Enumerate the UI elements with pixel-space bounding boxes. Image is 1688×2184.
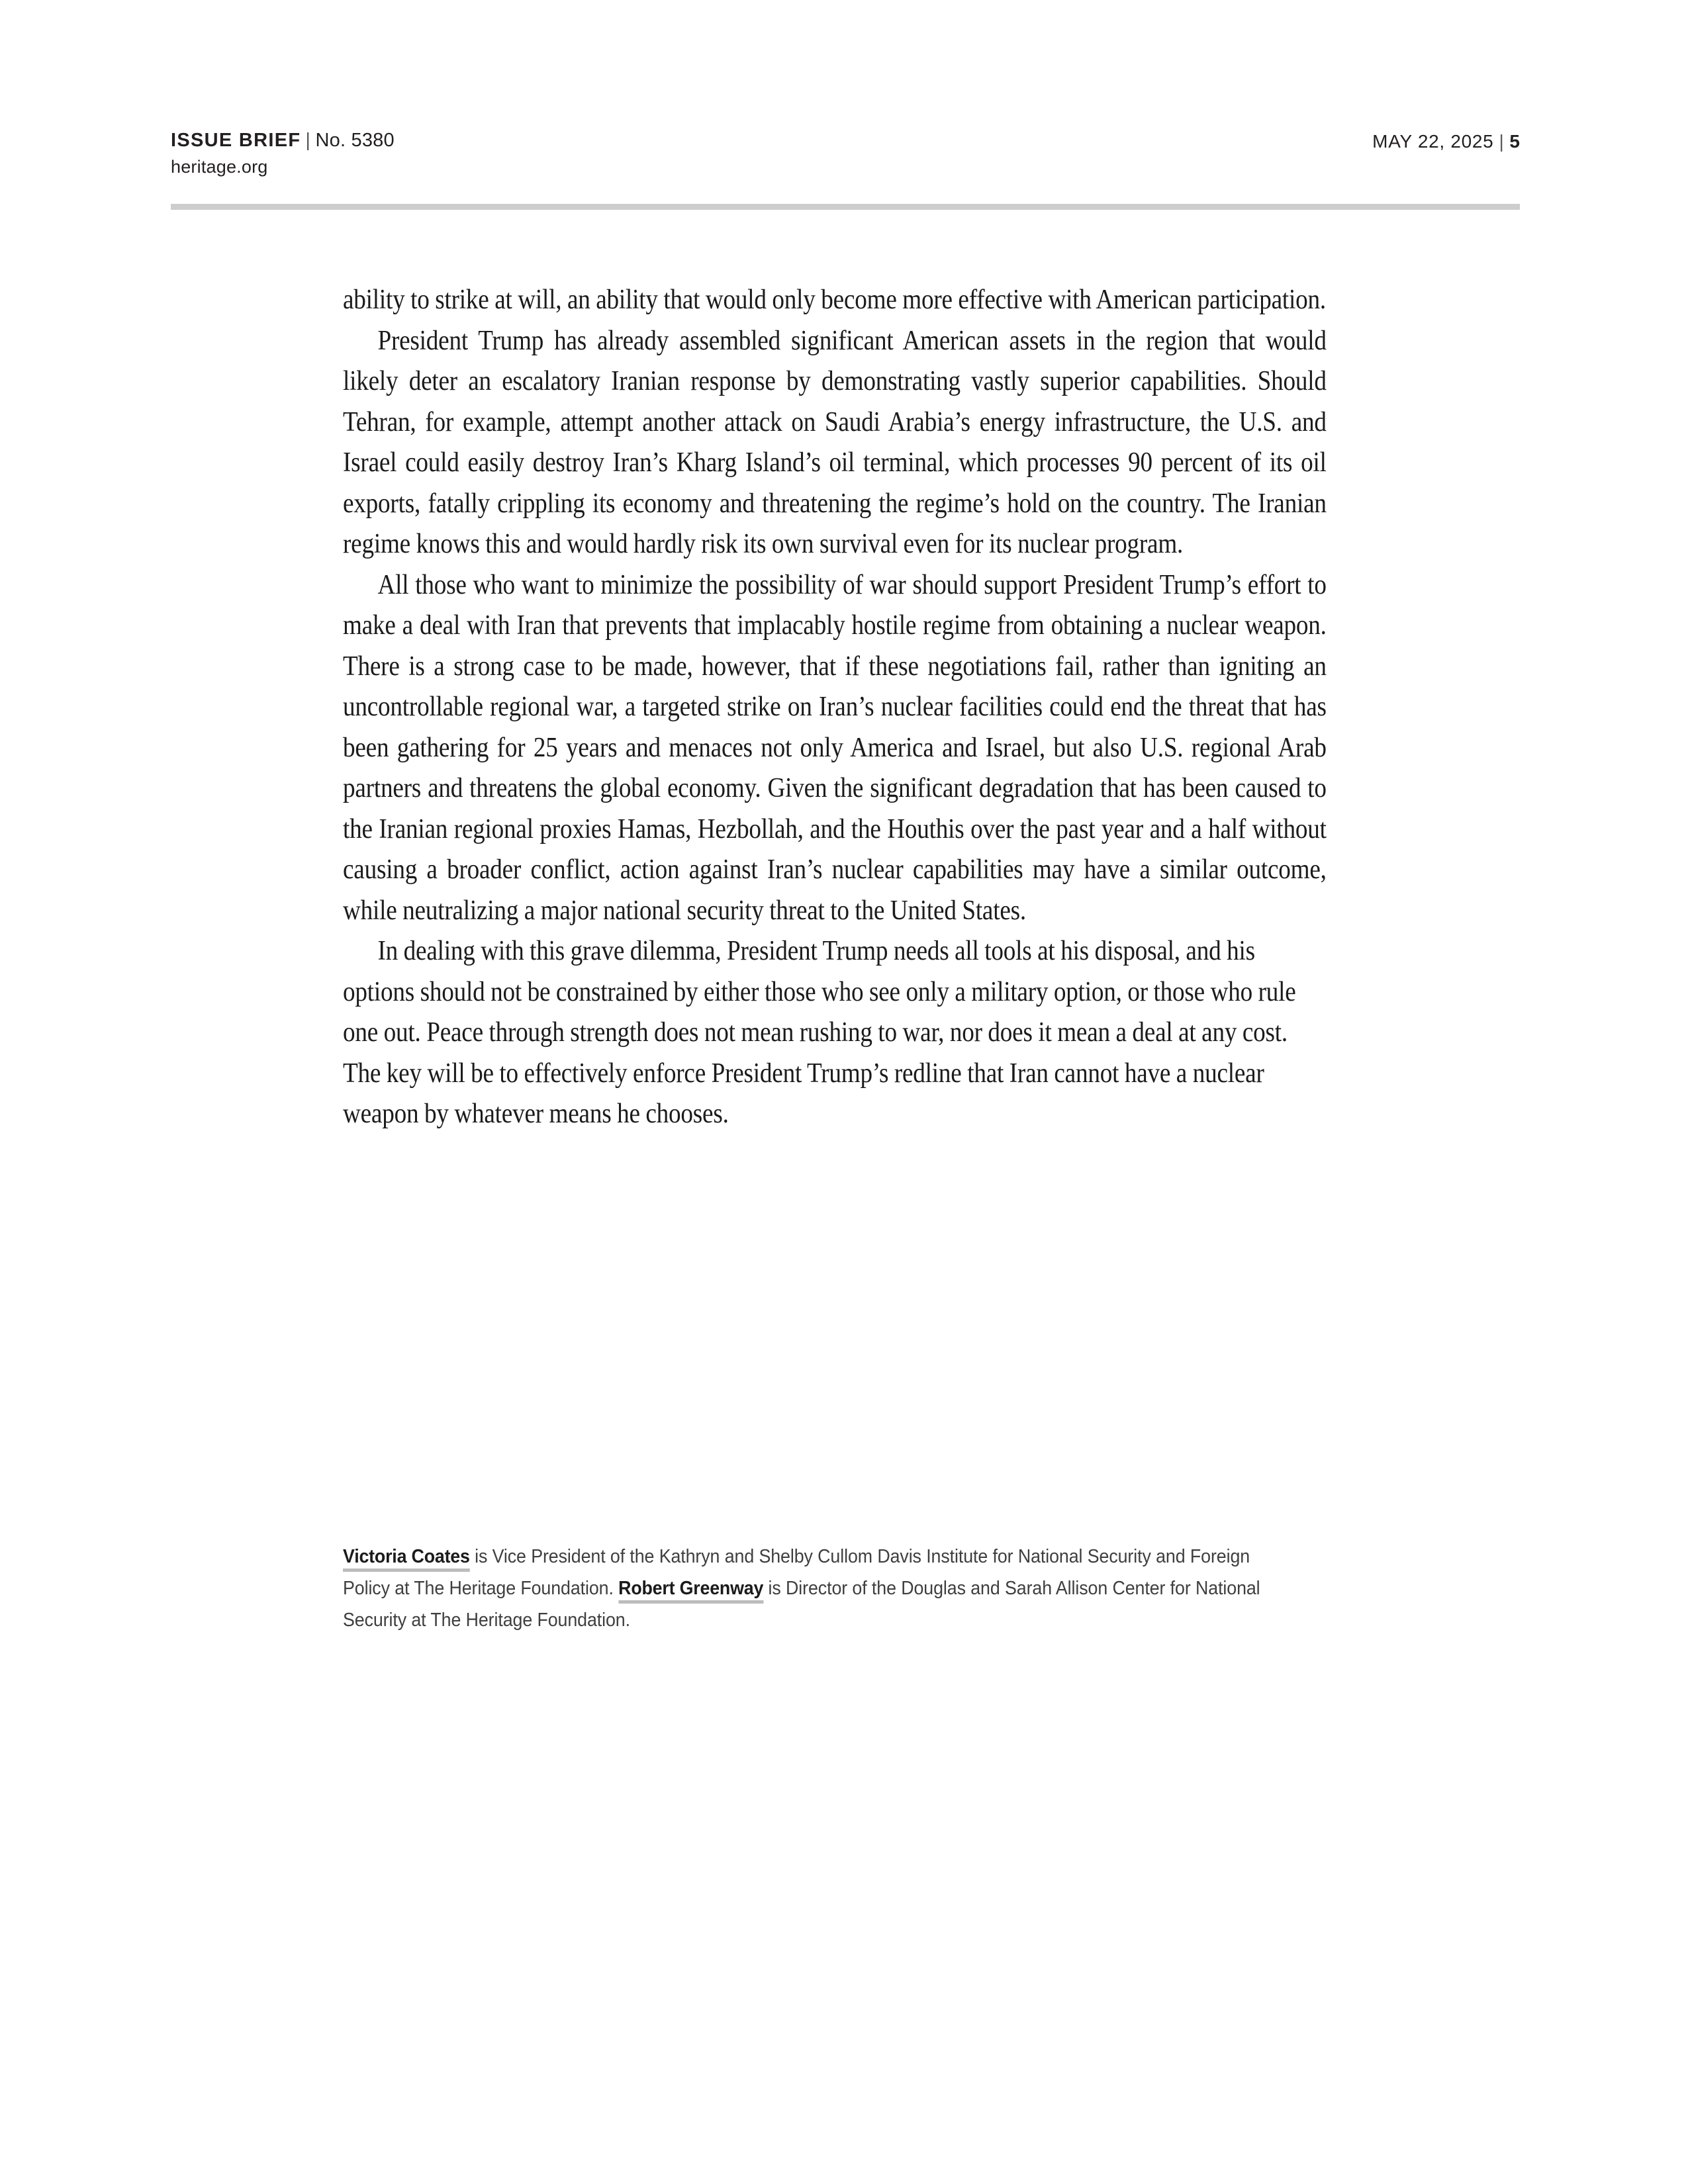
author-bio-coates-description: is Vice President of the Kathryn and Shelby Cullom Davis Institute for National Security and Foreign Policy at The Heritage Foundation. <box>343 1546 1250 1599</box>
author-name-greenway[interactable]: Robert Greenway <box>618 1578 763 1604</box>
body-paragraph: All those who want to minimize the possibility of war should support President Trump’s effort to make a deal with Iran that prevents that implacably hostile regime from obtaining a nuclear weapon. There is a strong case to be made, however, that if these negotiations fail, rather than igniting an uncontrollable regional war, a targeted strike on Iran’s nuclear facilities could end the threat that has been gathering for 25 years and menaces not only America and Israel, but also U.S. regional Arab partners and threatens the global economy. Given the significant degradation that has been caused to the Iranian regional proxies Hamas, Hezbollah, and the Houthis over the past year and a half without causing a broader conflict, action against Iran’s nuclear capabilities may have a similar outcome, while neutralizing a major national security threat to the United States. <box>343 569 1327 926</box>
author-bio-greenway-description: is Director of the Douglas and Sarah Allison Center for National Security at The Heritage Foundation. <box>343 1578 1260 1631</box>
author-bio-block <box>343 1541 1283 1636</box>
page-number: 5 <box>1509 131 1520 152</box>
header-separator: | <box>305 130 311 151</box>
header-separator-right: | <box>1499 131 1505 152</box>
header-brand-line <box>171 131 395 150</box>
header-right-group <box>1372 132 1520 151</box>
running-header <box>171 131 1520 195</box>
header-divider-rule <box>171 204 1520 210</box>
author-bio-text <box>343 1541 1283 1636</box>
author-name-coates[interactable]: Victoria Coates <box>343 1546 470 1572</box>
body-paragraph: President Trump has already assembled significant American assets in the region that would likely deter an escalatory Iranian response by demonstrating vastly superior capabilities. Should Tehran, for example, attempt another attack on Saudi Arabia’s energy infrastructure, the U.S. and Israel could easily destroy Iran’s Kharg Island’s oil terminal, which processes 90 percent of its oil exports, fatally crippling its economy and threatening the regime’s hold on the country. The Iranian regime knows this and would hardly risk its own survival even for its nuclear program. <box>343 324 1327 559</box>
header-website[interactable]: heritage.org <box>171 157 268 177</box>
publication-date: MAY 22, 2025 <box>1372 131 1494 152</box>
body-paragraph: ability to strike at will, an ability that would only become more effective with American participation. <box>343 284 1326 315</box>
article-body <box>343 279 1327 1134</box>
issue-number: No. 5380 <box>315 130 395 151</box>
body-paragraph: In dealing with this grave dilemma, President Trump needs all tools at his disposal, and his options should not be constrained by either those who see only a military option, or those who rule one out. Peace through strength does not mean rushing to war, nor does it mean a deal at any cost. The key will be to effectively enforce President Trump’s redline that Iran cannot have a nuclear weapon by whatever means he chooses. <box>343 935 1296 1129</box>
header-left-group <box>171 131 395 176</box>
brand-label: ISSUE BRIEF <box>171 130 301 151</box>
